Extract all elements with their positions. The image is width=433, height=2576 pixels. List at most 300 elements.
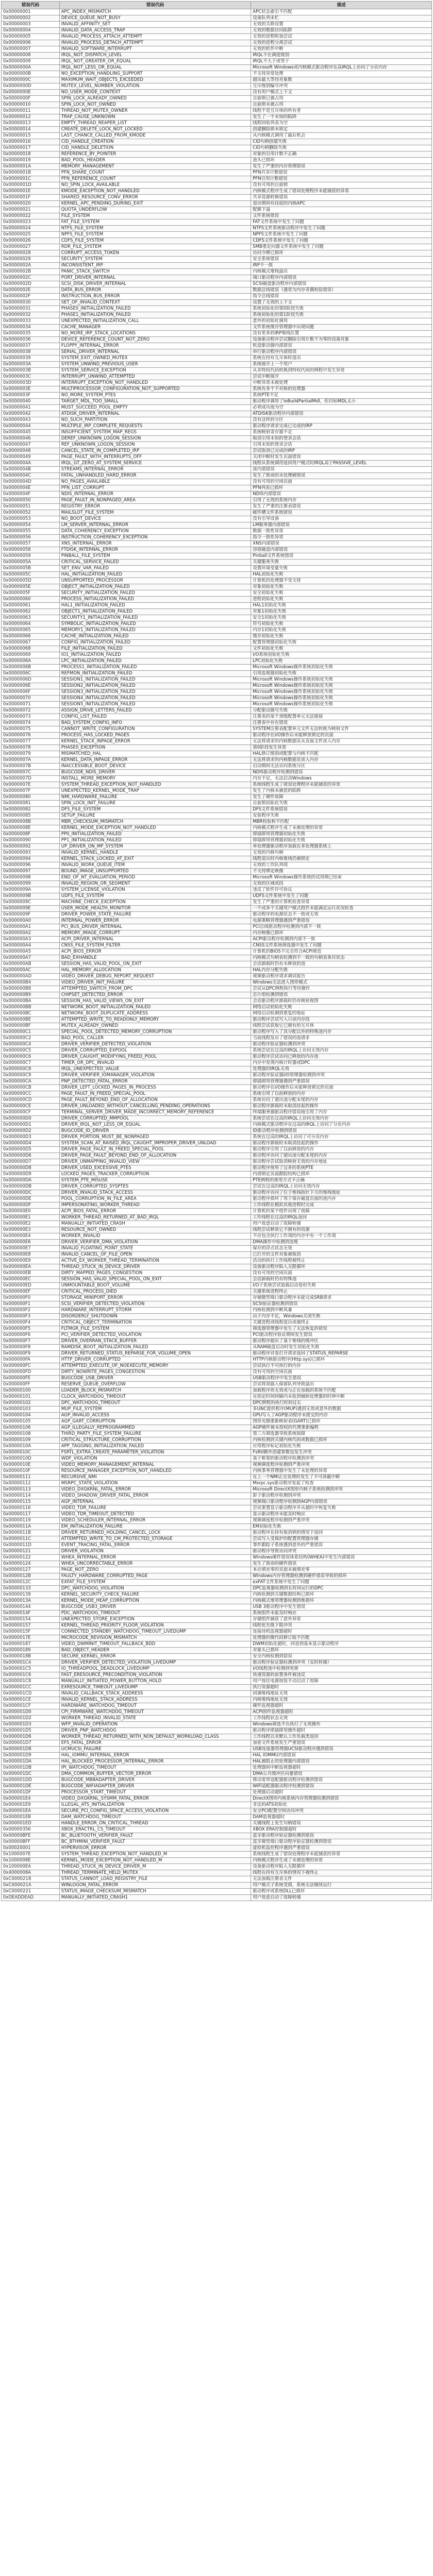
cell-code: 0x00000035 xyxy=(2,331,60,337)
cell-code: 0x000001C8 xyxy=(2,1679,60,1685)
cell-description: 不应包含执行工作项的内存中有一个工作项 xyxy=(251,1233,432,1240)
cell-code: 0x000000D1 xyxy=(2,1122,60,1128)
cell-code: 0x0000000D xyxy=(2,83,60,90)
cell-name: PAGE_FAULT_WITH_INTERRUPTS_OFF xyxy=(59,454,251,461)
cell-name: BAD_POOL_HEADER xyxy=(59,158,251,164)
cell-code: 0x000000B8 xyxy=(2,986,60,992)
cell-code: 0x00000121 xyxy=(2,1549,60,1555)
cell-name: PHASE0_EXCEPTION xyxy=(59,745,251,751)
cell-code: 0x000001D0 xyxy=(2,1709,60,1716)
table-row xyxy=(2,226,432,232)
cell-code: 0x000000F6 xyxy=(2,1332,60,1338)
table-row xyxy=(2,1011,432,1017)
table-row xyxy=(2,15,432,22)
cell-code: 0x000000CD xyxy=(2,1097,60,1104)
cell-description: 移动宽带适配器驱动程序检测到错误 xyxy=(251,1777,432,1784)
cell-description: 内核检测到关键内核代码或数据已损坏 xyxy=(251,1437,432,1444)
table-row xyxy=(2,578,432,584)
cell-name: DRIVER_LEFT_LOCKED_PAGES_IN_PROCESS xyxy=(59,1085,251,1091)
table-row xyxy=(2,1134,432,1141)
cell-name: PP0_INITIALIZATION_FAILED xyxy=(59,832,251,838)
cell-description: HAL内存分配失败 xyxy=(251,968,432,974)
table-row xyxy=(2,40,432,46)
cell-description: 内核模式程序生成了未被处理的异常 xyxy=(251,825,432,832)
cell-description: 会话驱动程序卸载时仍有映射视图 xyxy=(251,998,432,1005)
cell-description: 存储组件捕获了意外异常 xyxy=(251,1617,432,1623)
cell-name: SHARED_RESOURCE_CONV_ERROR xyxy=(59,195,251,201)
table-row xyxy=(2,1079,432,1085)
cell-description: 尝试重置显示驱动程序并从超时中恢复失败 xyxy=(251,1505,432,1512)
cell-description: HAL修订级别或配置与内核不匹配 xyxy=(251,751,432,757)
cell-code: 0x0000009C xyxy=(2,900,60,906)
cell-name: DRIVER_RETURNED_HOLDING_CANCEL_LOCK xyxy=(59,1530,251,1536)
table-row xyxy=(2,1233,432,1240)
cell-code: 0x000000A4 xyxy=(2,943,60,949)
cell-description: 无效的软件中断 xyxy=(251,46,432,53)
cell-name: MULTIPROCESSOR_CONFIGURATION_NOT_SUPPORTED xyxy=(59,386,251,393)
table-row xyxy=(2,745,432,751)
cell-code: 0x0000001A xyxy=(2,164,60,170)
table-row xyxy=(2,1264,432,1270)
table-row xyxy=(2,108,432,114)
cell-code: 0x0000006F xyxy=(2,689,60,696)
cell-name: INTERRUPT_EXCEPTION_NOT_HANDLED xyxy=(59,380,251,386)
cell-description: 文件系统错误 xyxy=(251,213,432,219)
cell-name: XBOX_ERACTRL_CS_TIMEOUT xyxy=(59,1827,251,1833)
cell-code: 0x00000116 xyxy=(2,1505,60,1512)
cell-name: ACTIVE_EX_WORKER_THREAD_TERMINATION xyxy=(59,1258,251,1264)
cell-name: INVALID_FLOATING_POINT_STATE xyxy=(59,1246,251,1252)
cell-name: PROCESS_INITIALIZATION_FAILED xyxy=(59,597,251,603)
cell-code: 0x0000002B xyxy=(2,269,60,275)
cell-name: MAILSLOT_FILE_SYSTEM xyxy=(59,510,251,516)
cell-description: 设备驱动程序陷入无限循环 xyxy=(251,1264,432,1270)
cell-code: 0x000000D8 xyxy=(2,1165,60,1172)
table-row xyxy=(2,1784,432,1790)
table-row xyxy=(2,597,432,603)
cell-name: DRIVER_PAGE_FAULT_BEYOND_END_OF_ALLOCATION xyxy=(59,1153,251,1159)
cell-description: 视频调度程序检测到严重冲突 xyxy=(251,1462,432,1468)
cell-name: BAD_EXHANDLE xyxy=(59,955,251,961)
cell-name: SESSION2_INITIALIZATION_FAILED xyxy=(59,683,251,689)
table-row xyxy=(2,1827,432,1833)
cell-description: 不支持绑定映像 xyxy=(251,869,432,875)
table-row xyxy=(2,906,432,912)
cell-description: 没有可用的空闲页面 xyxy=(251,1369,432,1376)
cell-description: Windows内存管理器检测到硬件错误导致的损坏 xyxy=(251,1573,432,1580)
cell-code: 0x000000F2 xyxy=(2,1308,60,1314)
cell-description: 用户故意启动了故障转储 xyxy=(251,1221,432,1227)
cell-description: 驱动程序在I/O操作后未能释放锁定的页面 xyxy=(251,733,432,739)
table-row xyxy=(2,59,432,65)
cell-code: 0x0000001B xyxy=(2,170,60,176)
cell-description: 设置了无效的上下文 xyxy=(251,300,432,306)
cell-code: 0x000000F9 xyxy=(2,1351,60,1357)
cell-code: 0x0000007F xyxy=(2,788,60,794)
cell-name: REFERENCE_BY_POINTER xyxy=(59,151,251,158)
cell-code: 0x0000008B xyxy=(2,819,60,825)
cell-name: DRIVER_USED_EXCESSIVE_PTES xyxy=(59,1165,251,1172)
cell-name: THREAD_STUCK_IN_DEVICE_DRIVER_M xyxy=(59,1864,251,1870)
bugcheck-table-container xyxy=(1,1,432,1901)
table-row xyxy=(2,492,432,498)
cell-code: 0x000001CC xyxy=(2,1685,60,1691)
cell-code: 0x000000ED xyxy=(2,1283,60,1289)
cell-code: 0x000001DC xyxy=(2,1771,60,1777)
cell-code: 0x0000013A xyxy=(2,1598,60,1604)
cell-name: UNMOUNTABLE_BOOT_VOLUME xyxy=(59,1283,251,1289)
cell-code: 0x0000005B xyxy=(2,566,60,572)
cell-code: 0x0000008E xyxy=(2,825,60,832)
cell-name: PAGE_FAULT_IN_NONPAGED_AREA xyxy=(59,498,251,504)
cell-code: 0x0000014F xyxy=(2,1611,60,1617)
cell-name: DRIVER_VERIFIER_IOMANAGER_VIOLATION xyxy=(59,1073,251,1079)
cell-name: DRIVER_OVERRAN_STACK_BUFFER xyxy=(59,1338,251,1345)
cell-code: 0x00000044 xyxy=(2,423,60,430)
cell-description: 尝试执行不可执行的内存 xyxy=(251,1363,432,1369)
cell-name: BUGCODE_MBBADAPTER_DRIVER xyxy=(59,1777,251,1784)
cell-name: AGP_ILLEGALLY_REPROGRAMMED xyxy=(59,1425,251,1431)
cell-code: 0x00000BFE xyxy=(2,1833,60,1839)
table-row xyxy=(2,1883,432,1889)
cell-name: TERMINAL_SERVER_DRIVER_MADE_INCORRECT_MEMORY_REFERENCE xyxy=(59,1110,251,1116)
table-row xyxy=(2,1765,432,1771)
cell-description: DAM监视器超时 xyxy=(251,1815,432,1821)
cell-code: 0x00000071 xyxy=(2,702,60,708)
cell-description: 线程退出时内核堆栈仍被锁定 xyxy=(251,856,432,862)
cell-code: 0x0000006D xyxy=(2,677,60,683)
cell-description: 驱动程序卸载时未取消挂起的操作 xyxy=(251,1104,432,1110)
table-row xyxy=(2,127,432,133)
cell-code: 0x00000090 xyxy=(2,838,60,844)
cell-description: 内核模式句柄表检测到不一致的句柄表条目状态 xyxy=(251,955,432,961)
cell-name: FLTMGR_FILE_SYSTEM xyxy=(59,1326,251,1332)
table-row xyxy=(2,312,432,318)
cell-name: TRAP_CAUSE_UNKNOWN xyxy=(59,114,251,121)
cell-description: 设置环境变量失败 xyxy=(251,566,432,572)
table-row xyxy=(2,603,432,609)
cell-name: SESSION1_INITIALIZATION_FAILED xyxy=(59,677,251,683)
cell-description: 驱动程序在持有取消锁的情况下返回 xyxy=(251,1530,432,1536)
table-row xyxy=(2,992,432,998)
cell-description: ACPI驱动程序检测到内部不一致 xyxy=(251,937,432,943)
table-row xyxy=(2,522,432,529)
cell-code: 0x00000015 xyxy=(2,133,60,139)
cell-code: 0x00000038 xyxy=(2,349,60,355)
cell-description: 关键服务失败 xyxy=(251,560,432,566)
cell-code: 0x00000059 xyxy=(2,553,60,560)
cell-code: 0x0000001C xyxy=(2,176,60,182)
cell-description: 分配驱动器号失败 xyxy=(251,708,432,714)
table-row xyxy=(2,9,432,15)
cell-code: 0x0000007C xyxy=(2,770,60,776)
cell-name: DRIVER_UNMAPPING_INVALID_VIEW xyxy=(59,1159,251,1165)
cell-code: 0x00000063 xyxy=(2,615,60,621)
cell-code: 0x000000C9 xyxy=(2,1073,60,1079)
cell-description: DWM初始化超时，回退到基本显示驱动程序 xyxy=(251,1641,432,1648)
cell-description: 驱动程序调用了IoBuildPartialMdl，但目标MDL太小 xyxy=(251,399,432,405)
cell-description: 计算机的某个组件出现了故障 xyxy=(251,1209,432,1215)
cell-name: SCSI_DISK_DRIVER_INTERNAL xyxy=(59,281,251,287)
cell-description: CDFS文件系统中发生了问题 xyxy=(251,238,432,244)
cell-code: 0x000000CC xyxy=(2,1091,60,1097)
cell-name: INSTALL_MORE_MEMORY xyxy=(59,776,251,782)
table-row xyxy=(2,1740,432,1747)
cell-name: DRIVER_CORRUPTED_EXPOOL xyxy=(59,1048,251,1054)
table-row xyxy=(2,1672,432,1679)
cell-name: FSRTL_EXTRA_CREATE_PARAMETER_VIOLATION xyxy=(59,1450,251,1456)
cell-name: INACCESSIBLE_BOOT_DEVICE xyxy=(59,764,251,770)
cell-description: 多UNC提供程序(MUP)遇到无效或意外的数据 xyxy=(251,1406,432,1413)
cell-description: 无效的工作队列项 xyxy=(251,862,432,869)
cell-description: 中断异常未被处理 xyxy=(251,380,432,386)
table-row xyxy=(2,368,432,374)
cell-description: XBOX ERA控制器超时 xyxy=(251,1827,432,1833)
cell-name: NO_MORE_IRP_STACK_LOCATIONS xyxy=(59,331,251,337)
cell-name: MISMATCHED_HAL xyxy=(59,751,251,757)
table-row xyxy=(2,1821,432,1827)
cell-code: 0x0000005C xyxy=(2,572,60,578)
cell-description: 筛选器管理器中发生了无法恢复的错误 xyxy=(251,1326,432,1332)
table-row xyxy=(2,1413,432,1419)
cell-code: 0x00000010 xyxy=(2,102,60,108)
cell-description: 蓝牙微型端口驱动程序验证器检测到错误 xyxy=(251,1839,432,1845)
cell-description: 发生了一个未知的陷阱 xyxy=(251,114,432,121)
cell-name: KERNEL_DATA_INPAGE_ERROR xyxy=(59,757,251,764)
cell-name: PROCESS_HAS_LOCKED_PAGES xyxy=(59,733,251,739)
cell-description: 驱动程序的电源状态不一致或无效 xyxy=(251,912,432,918)
cell-name: VIDEO_DWMINIT_TIMEOUT_FALLBACK_BDD xyxy=(59,1641,251,1648)
cell-description: 邮件槽文件系统错误 xyxy=(251,510,432,516)
cell-name: VIDEO_DRIVER_INIT_FAILURE xyxy=(59,980,251,986)
cell-code: 0x00000048 xyxy=(2,448,60,454)
cell-code: 0x000000C4 xyxy=(2,1042,60,1048)
cell-description: 驱动程序即插即用操作超时 xyxy=(251,1728,432,1734)
cell-description: 线程尝试释放它不拥有的资源 xyxy=(251,1227,432,1233)
cell-description: 基于框架的驱动程序检测到冲突 xyxy=(251,1456,432,1462)
cell-code: 0x000001D3 xyxy=(2,1722,60,1728)
cell-code: 0x00000065 xyxy=(2,628,60,634)
bugcheck-table xyxy=(1,1,432,1901)
table-row xyxy=(2,720,432,726)
cell-name: CONFIG_INITIALIZATION_FAILED xyxy=(59,640,251,646)
table-row xyxy=(2,998,432,1005)
table-row xyxy=(2,1369,432,1376)
cell-code: 0x00000067 xyxy=(2,640,60,646)
cell-name: PAGE_NOT_ZERO xyxy=(59,1567,251,1573)
cell-code: 0x000000E1 xyxy=(2,1215,60,1221)
cell-name: MANUALLY_INITIATED_CRASH1 xyxy=(59,1895,251,1901)
cell-description: 活动的执行工作线程被终止 xyxy=(251,1258,432,1264)
cell-name: REF_UNKNOWN_LOGON_SESSION xyxy=(59,442,251,448)
cell-code: 0x000000C2 xyxy=(2,1036,60,1042)
table-row xyxy=(2,170,432,176)
cell-description: XNS内部错误 xyxy=(251,541,432,547)
cell-name: IMPERSONATING_WORKER_THREAD xyxy=(59,1202,251,1209)
cell-description: 缓存初始化失败 xyxy=(251,634,432,640)
cell-code: 0x00000101 xyxy=(2,1394,60,1400)
cell-code: 0x00000001 xyxy=(2,9,60,15)
table-row xyxy=(2,572,432,578)
cell-name: VIDEO_DXGKRNL_SYSMM_FATAL_ERROR xyxy=(59,1796,251,1802)
cell-code: 0x00000029 xyxy=(2,257,60,263)
cell-code: 0x000000F1 xyxy=(2,1301,60,1308)
table-row xyxy=(2,819,432,825)
table-row xyxy=(2,393,432,399)
table-row xyxy=(2,1641,432,1648)
cell-name: SESSION4_INITIALIZATION_FAILED xyxy=(59,696,251,702)
cell-description: 虚拟机监控程序遇到严重错误 xyxy=(251,1845,432,1852)
cell-description: LM服务器内部错误 xyxy=(251,522,432,529)
cell-name: POOL_CORRUPTION_IN_FILE_AREA xyxy=(59,1196,251,1202)
table-row xyxy=(2,1734,432,1740)
cell-code: 0x0000002E xyxy=(2,287,60,294)
table-row xyxy=(2,677,432,683)
cell-name: PORT_DRIVER_INTERNAL xyxy=(59,275,251,281)
table-row xyxy=(2,1153,432,1159)
cell-code: 0x0000010E xyxy=(2,1462,60,1468)
table-row xyxy=(2,782,432,788)
cell-description: 系统在持有互斥体时退出 xyxy=(251,355,432,362)
cell-description: 驱动程序尝试取消映射无效的内存地址 xyxy=(251,1159,432,1165)
cell-description: 内核检测到关键数据结构已损坏 xyxy=(251,1592,432,1598)
cell-description: 本应填充零的页面未被填充零 xyxy=(251,1567,432,1573)
table-row xyxy=(2,584,432,590)
cell-name: ATTEMPTED_SWITCH_FROM_DPC xyxy=(59,986,251,992)
cell-code: 0x00000079 xyxy=(2,751,60,757)
cell-description: 尝试将项插入保留队列导致溢出 xyxy=(251,1382,432,1388)
cell-code: 0x00000036 xyxy=(2,337,60,343)
table-row xyxy=(2,1852,432,1858)
cell-name: IO1_INITIALIZATION_FAILED xyxy=(59,652,251,658)
cell-description: 工作线程在模拟其他进程时完成 xyxy=(251,1202,432,1209)
table-row xyxy=(2,1716,432,1722)
cell-name: MEMORY_IMAGE_CORRUPT xyxy=(59,930,251,937)
table-row xyxy=(2,263,432,269)
cell-description: 处理器间中断监视器超时 xyxy=(251,1765,432,1771)
cell-description: Windows筛选平台执行了无效操作 xyxy=(251,1722,432,1728)
cell-name: NETWORK_BOOT_DUPLICATE_ADDRESS xyxy=(59,1011,251,1017)
cell-name: ILLEGAL_ATS_INITIALIZATION xyxy=(59,1802,251,1808)
table-row xyxy=(2,1338,432,1345)
cell-code: 0x000000EF xyxy=(2,1289,60,1295)
cell-code: 0x000001DB xyxy=(2,1765,60,1771)
cell-description: 已打开的文件对象被取消 xyxy=(251,1252,432,1258)
cell-code: 0x0000002C xyxy=(2,275,60,281)
cell-description: 取消引用未知的登录会话 xyxy=(251,436,432,442)
table-row xyxy=(2,189,432,195)
cell-code: 0x00000054 xyxy=(2,522,60,529)
cell-code: 0x000000D0 xyxy=(2,1116,60,1122)
cell-code: 0x0000012C xyxy=(2,1580,60,1586)
table-row xyxy=(2,658,432,665)
table-row xyxy=(2,838,432,844)
cell-name: PFN_SHARE_COUNT xyxy=(59,170,251,176)
cell-code: 0x00000045 xyxy=(2,430,60,436)
table-row xyxy=(2,1747,432,1753)
cell-description: 设备队列未忙 xyxy=(251,15,432,22)
cell-name: FILE_SYSTEM xyxy=(59,213,251,219)
cell-name: CLOCK_WATCHDOG_TIMEOUT xyxy=(59,1394,251,1400)
table-row xyxy=(2,1227,432,1233)
cell-description: 视频驱动程序请求调试报告 xyxy=(251,974,432,980)
cell-code: 0x000000AC xyxy=(2,968,60,974)
cell-code: 0x0000007E xyxy=(2,782,60,788)
cell-name: UCMUCSI_FAILURE xyxy=(59,1747,251,1753)
cell-description: 系统引用了以前释放的内存 xyxy=(251,1091,432,1097)
header-code: 错误代码 xyxy=(2,2,60,9)
cell-description: Msrpc.sys驱动程序发起了检查 xyxy=(251,1481,432,1487)
cell-name: INSTRUCTION_COHERENCY_EXCEPTION xyxy=(59,535,251,541)
cell-name: DRIVER_INVALID_STACK_ACCESS xyxy=(59,1190,251,1196)
cell-description: DirectX图形内核系统内存管理器检测到错误 xyxy=(251,1796,432,1802)
table-row xyxy=(2,454,432,461)
cell-description: Microsoft Windows操作系统初始化失败 xyxy=(251,689,432,696)
table-row xyxy=(2,1815,432,1821)
cell-code: 0x00000007 xyxy=(2,46,60,53)
cell-description: 进程初始化失败 xyxy=(251,597,432,603)
cell-description: 对象头已损坏 xyxy=(251,1648,432,1654)
cell-code: 0x100000EA xyxy=(2,1864,60,1870)
cell-code: 0x000000CB xyxy=(2,1085,60,1091)
cell-code: 0x0000011C xyxy=(2,1536,60,1543)
cell-description: DPC监视器检测到长时间运行的DPC xyxy=(251,1586,432,1592)
cell-description: 系统访问了超出池分配末尾的内存 xyxy=(251,1097,432,1104)
table-row xyxy=(2,862,432,869)
cell-description: 系统有多个不对称的处理器 xyxy=(251,386,432,393)
cell-name: MEMORY1_INITIALIZATION_FAILED xyxy=(59,628,251,634)
cell-code: 0x00000008 xyxy=(2,53,60,59)
table-row xyxy=(2,1184,432,1190)
cell-name: BUGCODE_USB_DRIVER xyxy=(59,1376,251,1382)
cell-code: 0x0000009E xyxy=(2,906,60,912)
cell-name: WHEA_INTERNAL_ERROR xyxy=(59,1555,251,1561)
cell-description: 系统初始化的第1阶段失败 xyxy=(251,312,432,318)
cell-name: QUOTA_UNDERFLOW xyxy=(59,207,251,213)
cell-code: 0x0000003A xyxy=(2,362,60,368)
cell-code: 0x00000049 xyxy=(2,454,60,461)
table-row xyxy=(2,1073,432,1079)
cell-name: DEVICE_QUEUE_NOT_BUSY xyxy=(59,15,251,22)
table-row xyxy=(2,1190,432,1196)
table-row xyxy=(2,71,432,77)
cell-code: 0x00000006 xyxy=(2,40,60,46)
table-row xyxy=(2,1308,432,1314)
cell-name: DRIVER_IRQL_NOT_LESS_OR_EQUAL xyxy=(59,1122,251,1128)
table-row xyxy=(2,213,432,219)
cell-description: 无效的进程附加尝试 xyxy=(251,34,432,40)
cell-code: 0x00000080 xyxy=(2,794,60,801)
table-row xyxy=(2,90,432,96)
table-row xyxy=(2,807,432,813)
cell-description: 文件系统缓存管理器中出现问题 xyxy=(251,325,432,331)
table-row xyxy=(2,306,432,312)
cell-code: 0x00000093 xyxy=(2,850,60,856)
table-row xyxy=(2,1728,432,1734)
cell-description: GPU写入了AGP驱动程序未提交的内存 xyxy=(251,1413,432,1419)
cell-code: 0x00000023 xyxy=(2,219,60,226)
cell-code: 0x000000FA xyxy=(2,1357,60,1363)
cell-name: MULTIPLE_IRP_COMPLETE_REQUESTS xyxy=(59,423,251,430)
cell-code: 0x000000E8 xyxy=(2,1252,60,1258)
cell-description: 内核模式驱动程序在过高的IRQL上访问了分页内存 xyxy=(251,1122,432,1128)
table-row xyxy=(2,275,432,281)
cell-name: PROCESS1_INITIALIZATION_FAILED xyxy=(59,665,251,671)
cell-name: STORAGE_MINIPORT_ERROR xyxy=(59,1295,251,1301)
cell-code: 0x00000066 xyxy=(2,634,60,640)
cell-code: 0x000001D6 xyxy=(2,1734,60,1740)
cell-code: 0x0000000C xyxy=(2,77,60,83)
